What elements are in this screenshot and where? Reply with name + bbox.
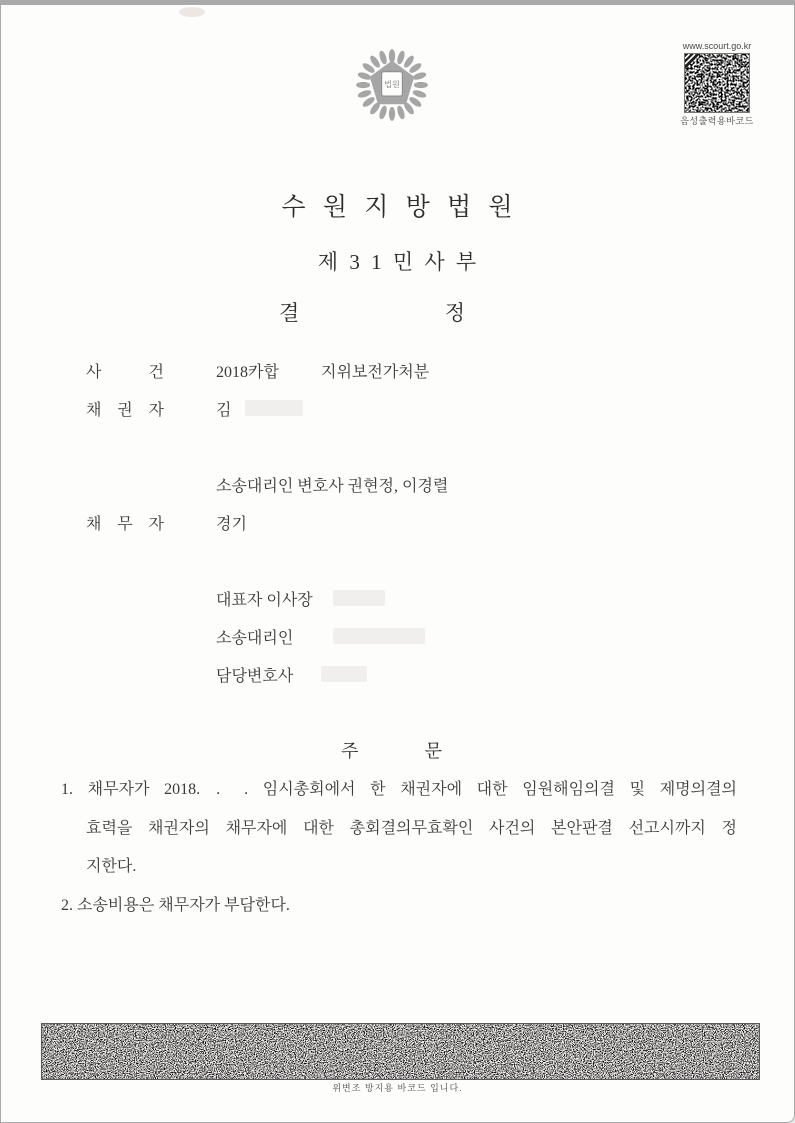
debtor-representative: 대표자 이사장	[216, 591, 313, 609]
case-row	[86, 351, 736, 389]
voice-barcode-caption: 음성출력용바코드	[680, 116, 754, 126]
scan-artifact	[179, 7, 205, 17]
parties-section	[86, 351, 736, 693]
debtor-counsel-row	[86, 617, 736, 655]
debtor-label: 채 무 자	[86, 515, 164, 533]
order-item-1-line-1: 1. 채무자가 2018. . . 임시총회에서 한 채권자에 대한 임원해임의결 및 제명의결의	[61, 781, 737, 798]
redaction-smudge	[321, 666, 367, 682]
document-type-title: 결 정	[279, 301, 465, 325]
court-name: 수 원 지 방 법 원	[281, 194, 514, 221]
case-name: 지위보전가처분	[321, 363, 430, 381]
creditor-counsel-row	[86, 465, 736, 503]
order-item-2: 2. 소송비용은 채무자가 부담한다.	[61, 896, 290, 914]
anti-forgery-caption: 위변조 방지용 바코드 입니다.	[332, 1083, 463, 1093]
seal-label: 법원	[384, 80, 400, 90]
order-item-1-line-3: 지한다.	[86, 858, 137, 875]
debtor-attorney-row	[86, 655, 736, 693]
order-item-1-line-2: 효력을 채권자의 채무자에 대한 총회결의무효확인 사건의 본안판결 선고시까지 정	[86, 819, 737, 837]
debtor-row	[86, 503, 736, 541]
debtor-representative-row	[86, 579, 736, 617]
blank-row	[86, 541, 736, 579]
debtor-attorney: 담당변호사	[216, 667, 294, 685]
court-seal	[355, 47, 429, 123]
case-number: 2018카합	[216, 363, 279, 381]
blank-row	[86, 427, 736, 465]
order-body	[61, 771, 737, 925]
voice-barcode-block	[679, 41, 755, 127]
anti-forgery-barcode	[41, 1023, 760, 1080]
debtor-name: 경기	[216, 515, 247, 533]
scan-top-edge	[1, 1, 794, 5]
redaction-smudge	[245, 400, 303, 416]
order-heading: 주 문	[341, 741, 442, 761]
redaction-smudge	[333, 590, 385, 606]
court-website-url: www.scourt.go.kr	[682, 41, 752, 51]
qr-code-image	[684, 53, 750, 113]
creditor-row	[86, 389, 736, 427]
creditor-name: 김	[216, 401, 232, 419]
creditor-label: 채 권 자	[86, 401, 164, 419]
debtor-counsel: 소송대리인	[216, 629, 294, 647]
creditor-counsel: 소송대리인 변호사 권현정, 이경렬	[216, 477, 449, 495]
division-name: 제 3 1 민 사 부	[317, 250, 478, 274]
redaction-smudge	[333, 628, 425, 644]
case-label: 사 건	[86, 363, 164, 381]
